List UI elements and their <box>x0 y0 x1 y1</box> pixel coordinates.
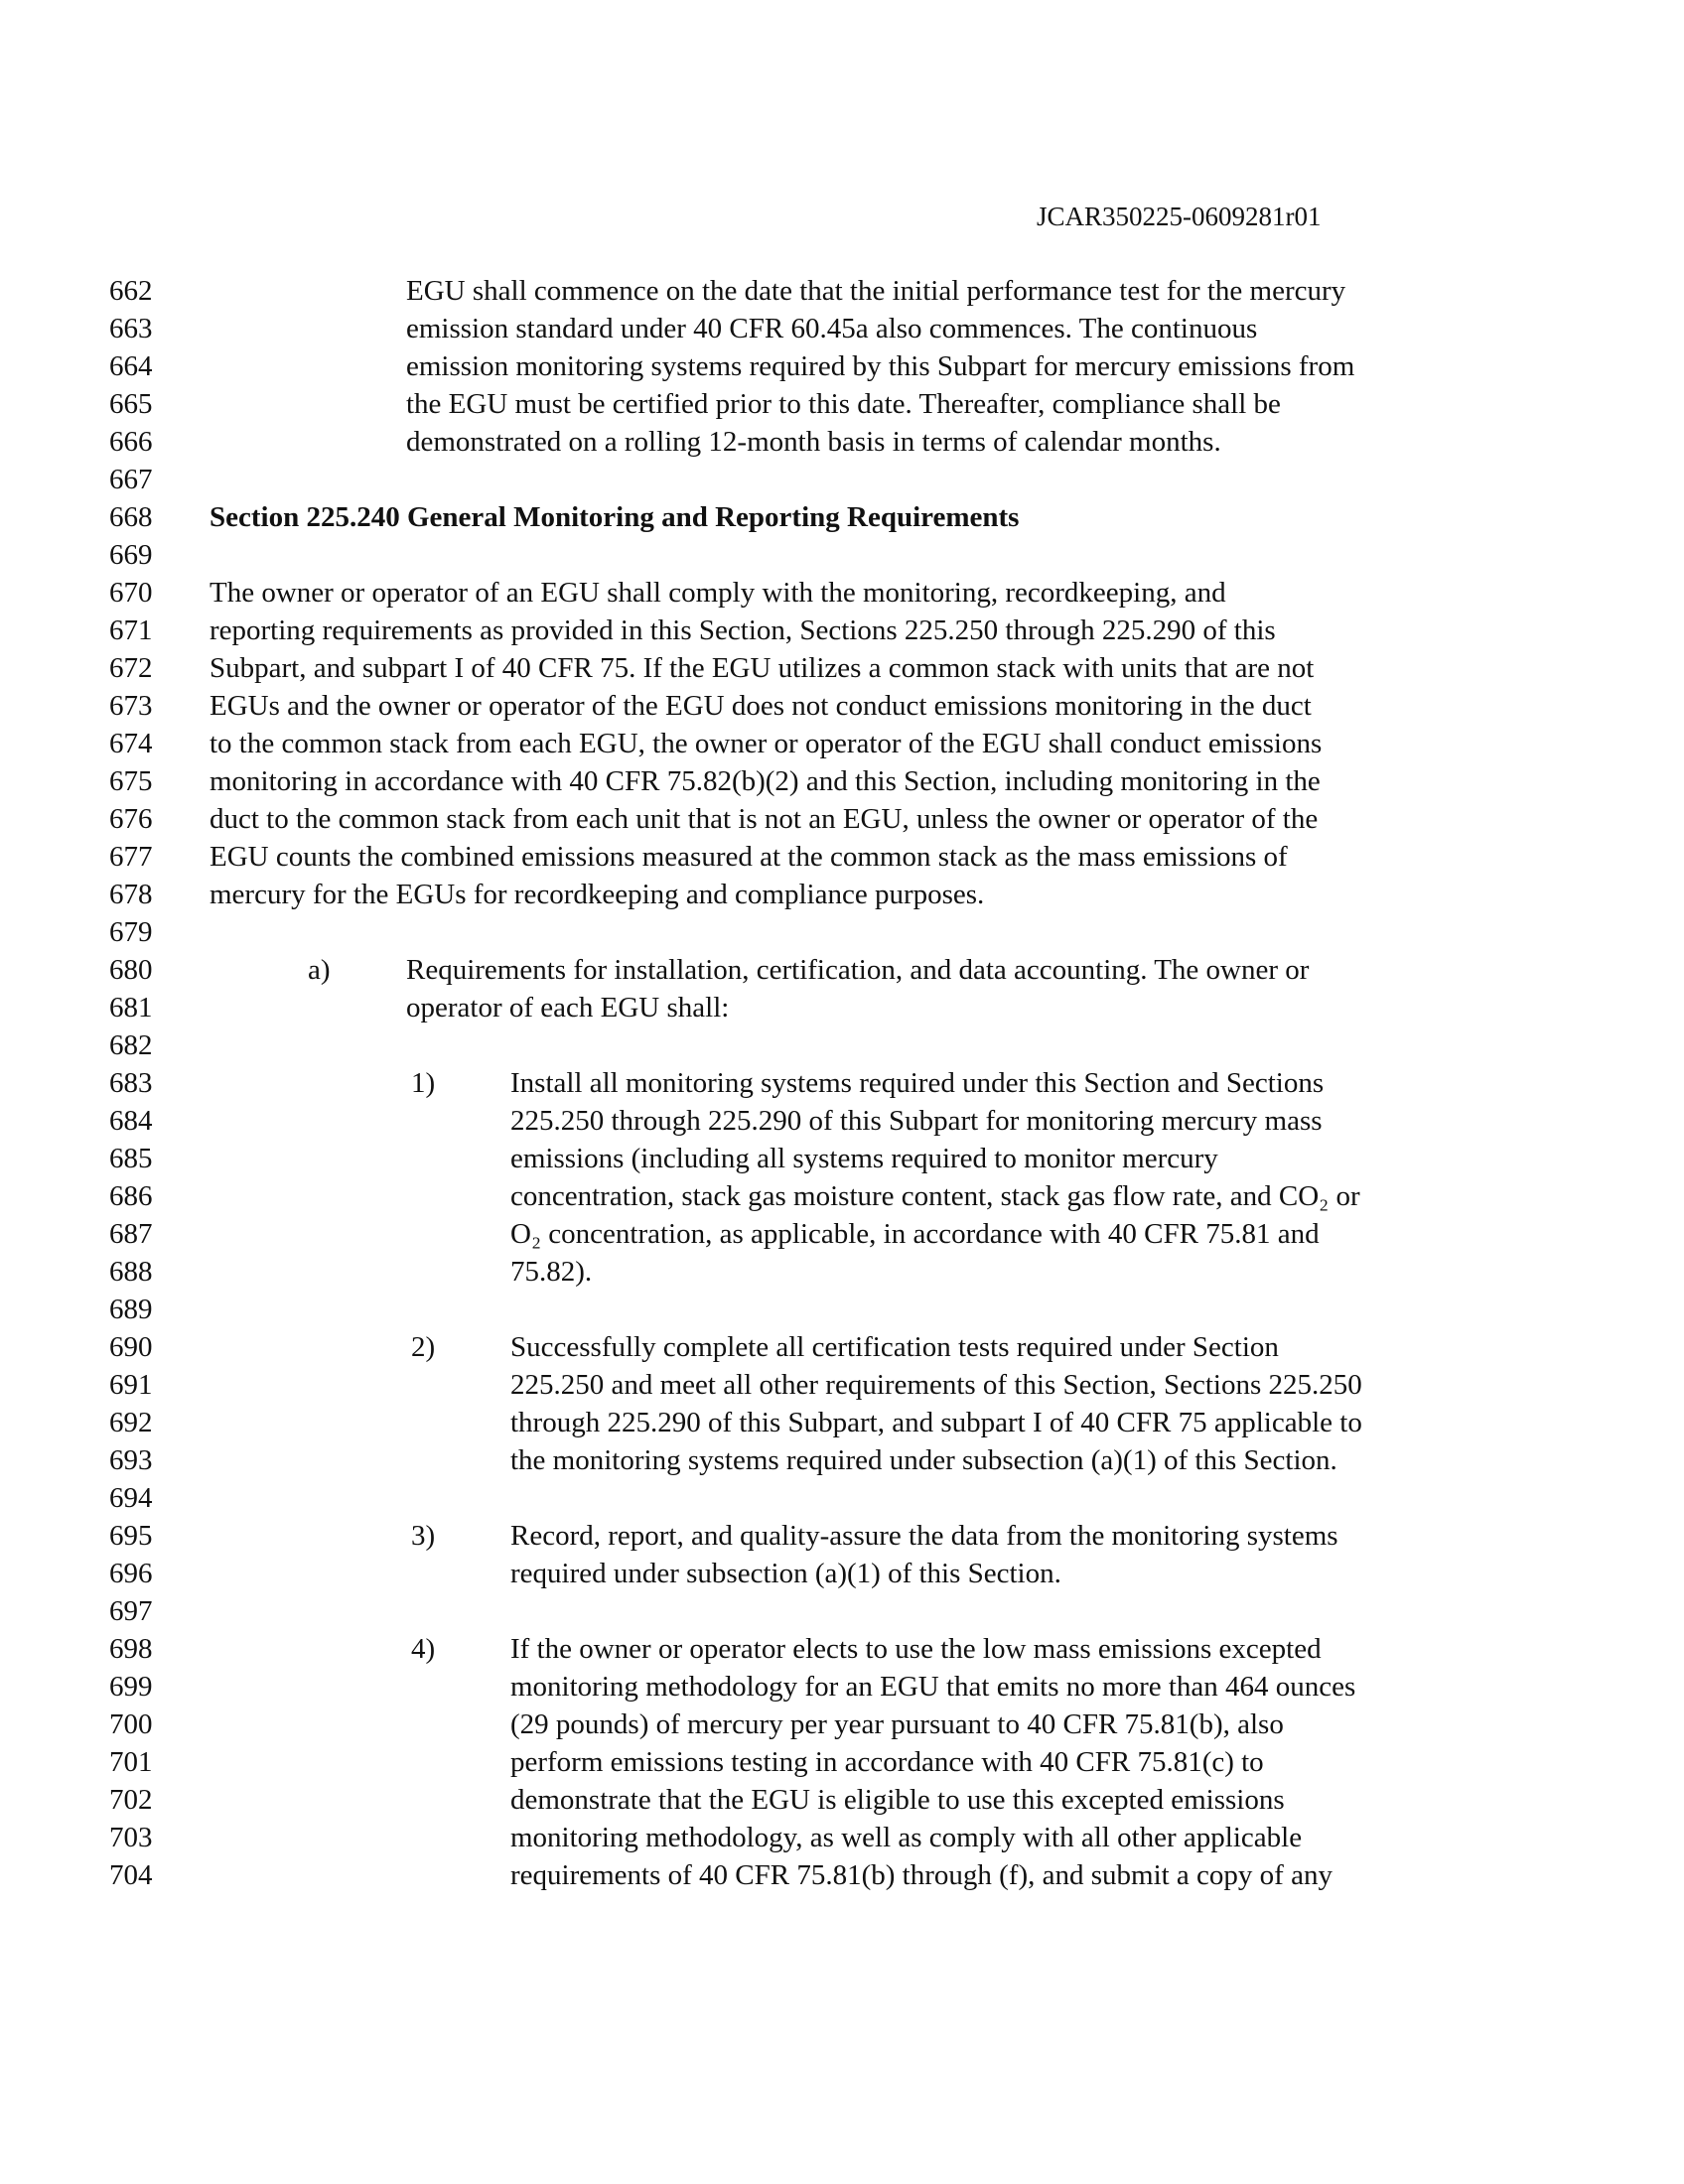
line-text: O₂ concentration, as applicable, in accordance with 40 CFR 75.81 and <box>510 1218 1320 1250</box>
section-heading: Section 225.240 General Monitoring and Reporting Requirements <box>210 501 1020 533</box>
document-line <box>0 1517 1684 1555</box>
line-number: 698 <box>109 1633 153 1665</box>
line-number: 680 <box>109 954 153 986</box>
line-number: 687 <box>109 1218 153 1250</box>
document-line <box>0 989 1684 1026</box>
line-text: required under subsection (a)(1) of this Section. <box>510 1558 1061 1589</box>
line-number: 665 <box>109 388 153 420</box>
line-number: 689 <box>109 1294 153 1325</box>
line-number: 682 <box>109 1029 153 1061</box>
line-number: 684 <box>109 1105 153 1137</box>
line-text: emission monitoring systems required by this Subpart for mercury emissions from <box>406 350 1355 382</box>
line-number: 670 <box>109 577 153 609</box>
line-number: 692 <box>109 1407 153 1438</box>
document-line <box>0 1781 1684 1819</box>
line-number: 695 <box>109 1520 153 1552</box>
line-text: operator of each EGU shall: <box>406 992 730 1024</box>
line-text: requirements of 40 CFR 75.81(b) through (f), and submit a copy of any <box>510 1859 1333 1891</box>
line-number: 691 <box>109 1369 153 1401</box>
line-number: 672 <box>109 652 153 684</box>
document-line <box>0 1819 1684 1856</box>
document-line <box>0 498 1684 536</box>
line-number: 673 <box>109 690 153 722</box>
document-line <box>0 1630 1684 1668</box>
document-line <box>0 876 1684 913</box>
line-text: monitoring in accordance with 40 CFR 75.82(b)(2) and this Section, including monitoring in the <box>210 765 1321 797</box>
line-number: 662 <box>109 275 153 307</box>
line-number: 666 <box>109 426 153 458</box>
document-line <box>0 1215 1684 1253</box>
line-text: If the owner or operator elects to use the low mass emissions excepted <box>510 1633 1322 1665</box>
document-line <box>0 951 1684 989</box>
document-line <box>0 1479 1684 1517</box>
document-line <box>0 1064 1684 1102</box>
document-line <box>0 1366 1684 1404</box>
line-text: EGUs and the owner or operator of the EGU does not conduct emissions monitoring in the duct <box>210 690 1312 722</box>
line-number: 697 <box>109 1595 153 1627</box>
line-text: demonstrated on a rolling 12-month basis in terms of calendar months. <box>406 426 1221 458</box>
line-number: 679 <box>109 916 153 948</box>
subsection-label: 4) <box>411 1633 436 1665</box>
document-line <box>0 725 1684 762</box>
document-line <box>0 800 1684 838</box>
document-line <box>0 272 1684 310</box>
line-text: perform emissions testing in accordance with 40 CFR 75.81(c) to <box>510 1746 1264 1778</box>
document-line <box>0 762 1684 800</box>
line-number: 663 <box>109 313 153 344</box>
subsection-label: 2) <box>411 1331 436 1363</box>
line-text: reporting requirements as provided in this Section, Sections 225.250 through 225.290 of this <box>210 614 1276 646</box>
document-line <box>0 649 1684 687</box>
document-line <box>0 913 1684 951</box>
document-line <box>0 1177 1684 1215</box>
line-number: 703 <box>109 1822 153 1853</box>
document-line <box>0 574 1684 612</box>
line-number: 664 <box>109 350 153 382</box>
document-line <box>0 423 1684 461</box>
document-line <box>0 1102 1684 1140</box>
line-text: EGU shall commence on the date that the initial performance test for the mercury <box>406 275 1346 307</box>
document-line <box>0 1253 1684 1291</box>
document-line <box>0 687 1684 725</box>
subsection-label: 3) <box>411 1520 436 1552</box>
document-line <box>0 1404 1684 1441</box>
line-number: 669 <box>109 539 153 571</box>
document-line <box>0 612 1684 649</box>
document-line <box>0 1743 1684 1781</box>
line-text: The owner or operator of an EGU shall comply with the monitoring, recordkeeping, and <box>210 577 1226 609</box>
line-number: 699 <box>109 1671 153 1703</box>
line-number: 668 <box>109 501 153 533</box>
line-number: 702 <box>109 1784 153 1816</box>
line-number: 700 <box>109 1708 153 1740</box>
line-number: 676 <box>109 803 153 835</box>
line-text: 225.250 through 225.290 of this Subpart for monitoring mercury mass <box>510 1105 1323 1137</box>
document-line <box>0 838 1684 876</box>
document-line <box>0 1668 1684 1706</box>
line-text: monitoring methodology, as well as comply with all other applicable <box>510 1822 1303 1853</box>
line-number: 693 <box>109 1444 153 1476</box>
line-text: Requirements for installation, certification, and data accounting. The owner or <box>406 954 1310 986</box>
line-number: 701 <box>109 1746 153 1778</box>
line-number: 667 <box>109 464 153 495</box>
line-text: demonstrate that the EGU is eligible to use this excepted emissions <box>510 1784 1285 1816</box>
line-text: Install all monitoring systems required under this Section and Sections <box>510 1067 1325 1099</box>
document-line <box>0 1856 1684 1894</box>
line-number: 678 <box>109 879 153 910</box>
line-number: 677 <box>109 841 153 873</box>
line-number: 686 <box>109 1180 153 1212</box>
document-line <box>0 347 1684 385</box>
line-text: through 225.290 of this Subpart, and subpart I of 40 CFR 75 applicable to <box>510 1407 1362 1438</box>
line-text: EGU counts the combined emissions measured at the common stack as the mass emissions of <box>210 841 1288 873</box>
line-text: duct to the common stack from each unit that is not an EGU, unless the owner or operator of the <box>210 803 1319 835</box>
line-text: 225.250 and meet all other requirements of this Section, Sections 225.250 <box>510 1369 1362 1401</box>
line-text: emissions (including all systems required to monitor mercury <box>510 1143 1218 1174</box>
line-text: to the common stack from each EGU, the owner or operator of the EGU shall conduct emissions <box>210 728 1323 759</box>
line-text: 75.82). <box>510 1256 593 1288</box>
document-line <box>0 1140 1684 1177</box>
line-text: Record, report, and quality-assure the data from the monitoring systems <box>510 1520 1338 1552</box>
document-body <box>0 272 1684 1894</box>
document-line <box>0 1291 1684 1328</box>
line-text: concentration, stack gas moisture content, stack gas flow rate, and CO₂ or <box>510 1180 1360 1212</box>
line-number: 690 <box>109 1331 153 1363</box>
document-line <box>0 1555 1684 1592</box>
subsection-label: 1) <box>411 1067 436 1099</box>
document-line <box>0 461 1684 498</box>
line-number: 674 <box>109 728 153 759</box>
line-number: 704 <box>109 1859 153 1891</box>
subsection-label: a) <box>308 954 331 986</box>
line-text: Successfully complete all certification tests required under Section <box>510 1331 1279 1363</box>
line-text: mercury for the EGUs for recordkeeping and compliance purposes. <box>210 879 985 910</box>
line-number: 683 <box>109 1067 153 1099</box>
line-text: Subpart, and subpart I of 40 CFR 75. If the EGU utilizes a common stack with units that are not <box>210 652 1315 684</box>
document-line <box>0 1706 1684 1743</box>
line-text: the monitoring systems required under subsection (a)(1) of this Section. <box>510 1444 1337 1476</box>
document-line <box>0 385 1684 423</box>
document-line <box>0 310 1684 347</box>
line-number: 675 <box>109 765 153 797</box>
line-text: monitoring methodology for an EGU that emits no more than 464 ounces <box>510 1671 1356 1703</box>
line-text: the EGU must be certified prior to this date. Thereafter, compliance shall be <box>406 388 1281 420</box>
document-line <box>0 1592 1684 1630</box>
line-text: emission standard under 40 CFR 60.45a also commences. The continuous <box>406 313 1258 344</box>
line-number: 688 <box>109 1256 153 1288</box>
document-id: JCAR350225-0609281r01 <box>1037 202 1322 231</box>
line-number: 696 <box>109 1558 153 1589</box>
document-line <box>0 1026 1684 1064</box>
line-number: 685 <box>109 1143 153 1174</box>
line-text: (29 pounds) of mercury per year pursuant to 40 CFR 75.81(b), also <box>510 1708 1284 1740</box>
line-number: 671 <box>109 614 153 646</box>
document-line <box>0 536 1684 574</box>
document-line <box>0 1328 1684 1366</box>
line-number: 681 <box>109 992 153 1024</box>
document-line <box>0 1441 1684 1479</box>
line-number: 694 <box>109 1482 153 1514</box>
